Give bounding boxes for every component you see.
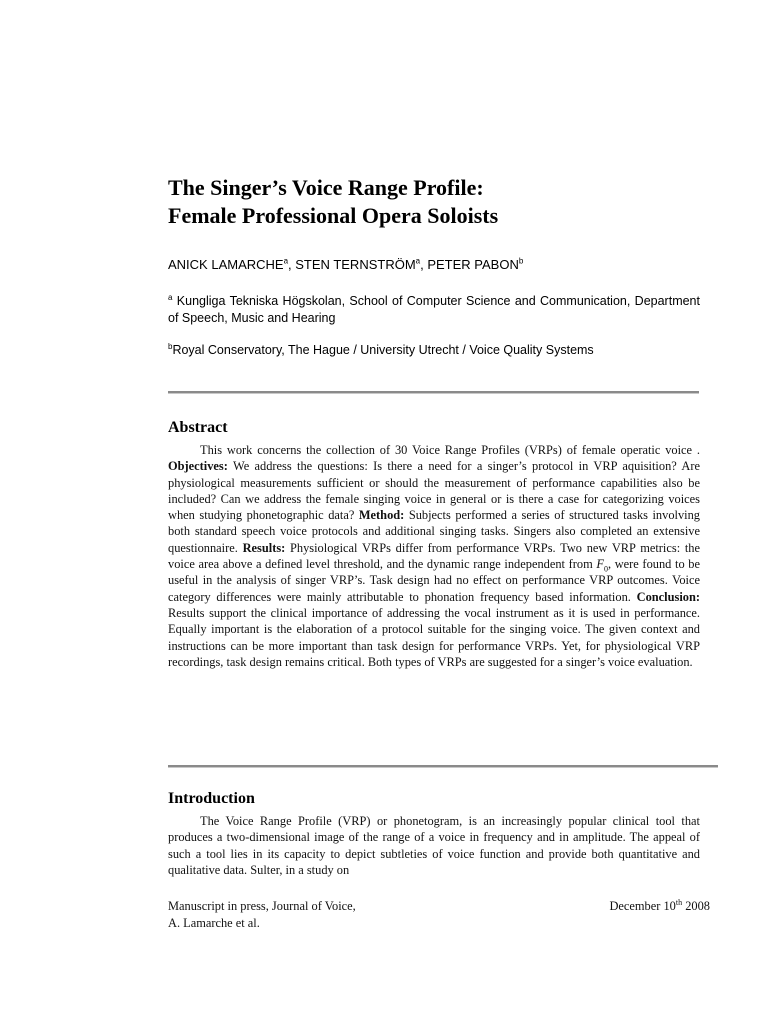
affiliation-mark: a xyxy=(168,292,173,302)
author-name: PETER PABON xyxy=(427,257,519,272)
introduction-heading: Introduction xyxy=(168,790,255,807)
abstract-text-run: We address the questions: Is there a need for a singer’s protocol in VRP aquisition? Are physiological measurements sufficient or should the measurement of performance capabilities also be included? Can we address the female singing voice in general or is there a case for categorizing voices when studying phonetographic data? xyxy=(168,459,700,523)
paper-title xyxy=(168,174,708,230)
introduction-body: The Voice Range Profile (VRP) or phonetogram, is an increasingly popular clinical tool that produces a two-dimensional image of the range of a voice in frequency and in amplitude. The appeal of such a tool lies in its capacity to depict subtleties of voice function and provide both quantitative and qualitative data. Sulter, in a study on xyxy=(168,814,700,877)
abstract-section-label: Conclusion: xyxy=(636,589,700,604)
author-affiliation-mark: a xyxy=(283,256,289,266)
author-separator: , xyxy=(288,257,296,272)
affiliation-text: Royal Conservatory, The Hague / University Utrecht / Voice Quality Systems xyxy=(172,343,594,357)
title-line-2: Female Professional Opera Soloists xyxy=(168,203,499,228)
footer-date xyxy=(609,898,710,915)
footer-authors: A. Lamarche et al. xyxy=(168,916,260,930)
footer-journal: Manuscript in press, Journal of Voice, xyxy=(168,899,356,913)
abstract-section-label: Results: xyxy=(242,540,286,555)
abstract-body xyxy=(168,442,700,670)
affiliation-a xyxy=(168,293,700,327)
footer-date-year: 2008 xyxy=(682,899,710,913)
header-divider xyxy=(168,391,699,394)
page-footer xyxy=(168,898,710,932)
author-affiliation-mark: b xyxy=(518,256,524,266)
abstract-text-run: Physiological VRPs differ from performance VRPs. Two new VRP metrics: the voice area above a defined level threshold, and the dynamic range independent from xyxy=(168,540,701,572)
footer-date-day: December 10 xyxy=(609,899,676,913)
footer-line-1 xyxy=(168,898,710,915)
abstract-text-run: This work concerns the collection of 30 Voice Range Profiles (VRPs) of female operatic voice . xyxy=(200,443,700,457)
footer-date-suffix: th xyxy=(675,897,683,907)
author-list xyxy=(168,256,708,274)
author-affiliation-mark: a xyxy=(415,256,421,266)
abstract-text-run: 0 xyxy=(603,564,608,574)
author-name: STEN TERNSTRÖM xyxy=(295,257,416,272)
footer-line-2 xyxy=(168,915,710,932)
abstract-text-run: Subjects performed a series of structured tasks involving both standard speech voice protocols and additional singing tasks. Singers also completed an extensive questionnaire. xyxy=(168,508,700,555)
affiliation-b xyxy=(168,342,700,359)
abstract-heading: Abstract xyxy=(168,419,228,436)
abstract-text-run: , were found to be useful in the analysis of singer VRP’s. Task design had no effect on performance VRP outcomes. Voice category differences were mainly attributable to phonation frequency based information. xyxy=(168,557,700,604)
affiliation-mark: b xyxy=(168,341,173,351)
affiliation-text: Kungliga Tekniska Högskolan, School of Computer Science and Communication, Department of Speech, Music and Hearing xyxy=(168,294,700,325)
author-separator: , xyxy=(420,257,428,272)
abstract-text-run: Results support the clinical importance of addressing the vocal instrument as it is used in performance. Equally important is the elaboration of a protocol suitable for the singing voice. The given context and instructions can be more important than task design for performance VRPs. Yet, for physiological VRP recordings, task design remains critical. Both types of VRPs are suggested for a singer’s voice evaluation. xyxy=(168,605,700,669)
abstract-text-run: F xyxy=(596,557,604,572)
author-name: ANICK LAMARCHE xyxy=(168,257,284,272)
abstract-section-label: Objectives: xyxy=(168,459,228,474)
title-line-1: The Singer’s Voice Range Profile: xyxy=(168,175,484,200)
abstract-divider xyxy=(168,765,718,768)
abstract-section-label: Method: xyxy=(358,508,405,523)
